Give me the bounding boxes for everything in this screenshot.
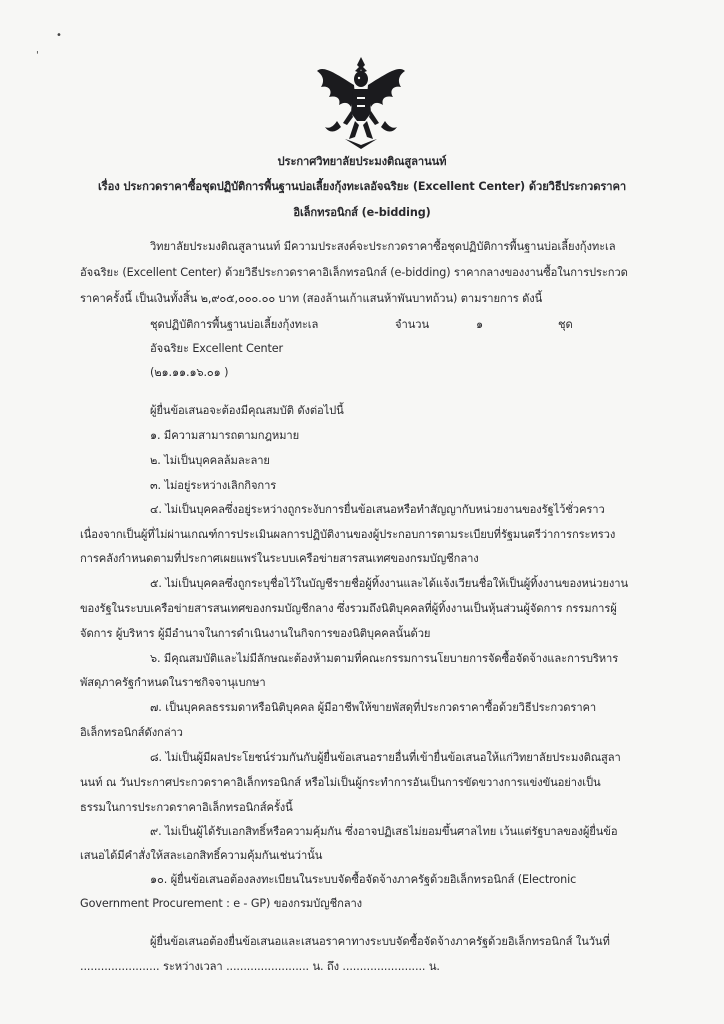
intro-paragraph-line: วิทยาลัยประมงติณสูลานนท์ มีความประสงค์จะประกวดราคาซื้อชุดปฏิบัติการพื้นฐานบ่อเลี้ยงกุ้งทะเล: [150, 240, 616, 253]
qualification-line: ธรรมในการประกวดราคาอิเล็กทรอนิกส์ครั้งนี้: [80, 801, 293, 814]
qualification-line: ๔. ไม่เป็นบุคคลซึ่งอยู่ระหว่างถูกระงับการยื่นข้อเสนอหรือทำสัญญากับหน่วยงานของรัฐไว้ชั่วคราว: [150, 503, 605, 516]
qualification-line: การคลังกำหนดตามที่ประกาศเผยแพร่ในระบบเครือข่ายสารสนเทศของกรมบัญชีกลาง: [80, 552, 479, 565]
document-subject-line-2: อิเล็กทรอนิกส์ (e-bidding): [293, 206, 431, 219]
qualification-line: เนื่องจากเป็นผู้ที่ไม่ผ่านเกณฑ์การประเมินผลการปฏิบัติงานของผู้ประกอบการตามระเบียบที่รัฐมนตรีว่าการกระทรวง: [80, 528, 616, 541]
submission-line-2: ....................... ระหว่างเวลา ........................ น. ถึง ........................ น.: [80, 960, 440, 973]
item-quantity-label: จำนวน: [395, 318, 430, 331]
item-name-line-2: อัจฉริยะ Excellent Center: [150, 342, 284, 355]
qualification-line: นนท์ ณ วันประกาศประกวดราคาอิเล็กทรอนิกส์ หรือไม่เป็นผู้กระทำการอันเป็นการขัดขวางการแข่งขันอย่างเป็น: [80, 776, 601, 789]
qualification-line: พัสดุภาครัฐกำหนดในราชกิจจานุเบกษา: [80, 676, 266, 689]
qualification-line: ๕. ไม่เป็นบุคคลซึ่งถูกระบุชื่อไว้ในบัญชีรายชื่อผู้ทิ้งงานและได้แจ้งเวียนชื่อให้เป็นผู้ทิ้งงานของหน่วยงาน: [150, 577, 628, 590]
qualification-line: ของรัฐในระบบเครือข่ายสารสนเทศของกรมบัญชีกลาง ซึ่งรวมถึงนิติบุคคลที่ผู้ทิ้งงานเป็นหุ้นส่วนผู้จัดการ กรรมการผู้: [80, 602, 617, 615]
submission-line-1: ผู้ยื่นข้อเสนอต้องยื่นข้อเสนอและเสนอราคาทางระบบจัดซื้อจัดจ้างภาครัฐด้วยอิเล็กทรอนิกส์ ในวันที่: [150, 935, 610, 948]
document-title: ประกาศวิทยาลัยประมงติณสูลานนท์: [277, 155, 447, 168]
qualification-line: ๖. มีคุณสมบัติและไม่มีลักษณะต้องห้ามตามที่คณะกรรมการนโยบายการจัดซื้อจัดจ้างและการบริหาร: [150, 652, 619, 665]
item-quantity: ๑: [476, 318, 484, 331]
qualification-line: ๙. ไม่เป็นผู้ได้รับเอกสิทธิ์หรือความคุ้มกัน ซึ่งอาจปฏิเสธไม่ยอมขึ้นศาลไทย เว้นแต่รัฐบาลของผู้ยื่นข้อ: [150, 825, 618, 838]
garuda-emblem-icon: [315, 55, 407, 150]
qualification-line: จัดการ ผู้บริหาร ผู้มีอำนาจในการดำเนินงานในกิจการของนิติบุคคลนั้นด้วย: [80, 627, 431, 640]
qualification-line: ๑๐. ผู้ยื่นข้อเสนอต้องลงทะเบียนในระบบจัดซื้อจัดจ้างภาครัฐด้วยอิเล็กทรอนิกส์ (Electronic: [150, 873, 577, 886]
qualification-line: อิเล็กทรอนิกส์ดังกล่าว: [80, 726, 183, 739]
document-subject-line-1: เรื่อง ประกวดราคาซื้อชุดปฏิบัติการพื้นฐานบ่อเลี้ยงกุ้งทะเลอัจฉริยะ (Excellent Center) ด้วยวิธีประกวดราคา: [97, 180, 627, 193]
qualification-line: ๓. ไม่อยู่ระหว่างเลิกกิจการ: [150, 479, 277, 492]
intro-paragraph-line: ราคาครั้งนี้ เป็นเงินทั้งสิ้น ๒,๙๐๕,๐๐๐.๐๐ บาท (สองล้านเก้าแสนห้าพันบาทถ้วน) ตามรายการ ดังนี้: [80, 292, 543, 305]
qualification-line: ๒. ไม่เป็นบุคคลล้มละลาย: [150, 454, 270, 467]
item-name-line-1: ชุดปฏิบัติการพื้นฐานบ่อเลี้ยงกุ้งทะเล: [150, 318, 319, 331]
qualification-line: ๘. ไม่เป็นผู้มีผลประโยชน์ร่วมกันกับผู้ยื่นข้อเสนอรายอื่นที่เข้ายื่นข้อเสนอให้แก่วิทยาลัยประมงติณสูลา: [150, 751, 621, 764]
qualification-line: Government Procurement : e - GP) ของกรมบัญชีกลาง: [80, 897, 363, 910]
qualification-line: ๗. เป็นบุคคลธรรมดาหรือนิติบุคคล ผู้มีอาชีพให้ขายพัสดุที่ประกวดราคาซื้อด้วยวิธีประกวดราคา: [150, 701, 597, 714]
scan-mark: ': [36, 50, 39, 61]
qualifications-heading: ผู้ยื่นข้อเสนอจะต้องมีคุณสมบัติ ดังต่อไปนี้: [150, 404, 344, 417]
qualification-line: เสนอได้มีคำสั่งให้สละเอกสิทธิ์ความคุ้มกันเช่นว่านั้น: [80, 849, 323, 862]
item-code: (๒๑.๑๑.๑๖.๐๑ ): [150, 366, 229, 379]
intro-paragraph-line: อัจฉริยะ (Excellent Center) ด้วยวิธีประกวดราคาอิเล็กทรอนิกส์ (e-bidding) ราคากลางของงานซื้อในการประกวด: [80, 266, 628, 279]
qualification-line: ๑. มีความสามารถตามกฎหมาย: [150, 429, 300, 442]
item-unit: ชุด: [558, 318, 573, 331]
scan-mark: •: [56, 30, 62, 41]
